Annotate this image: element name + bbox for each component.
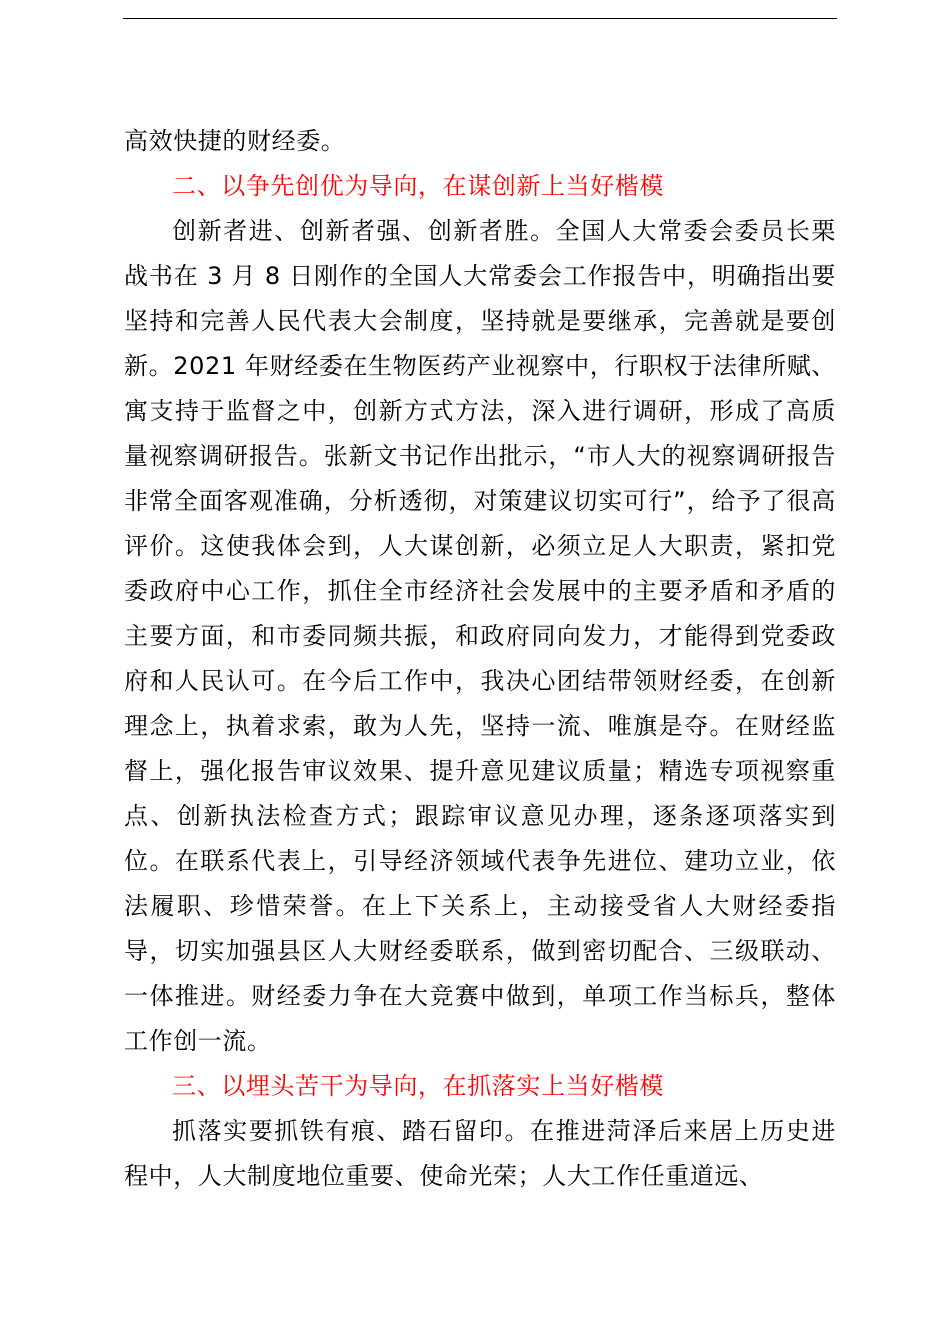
section-heading-3: 三、以埋头苦干为导向，在抓落实上当好楷模 xyxy=(172,1072,664,1100)
body-paragraph-1: 高效快捷的财经委。 xyxy=(124,127,346,155)
document-body xyxy=(124,119,836,1199)
header-rule xyxy=(123,18,837,19)
body-paragraph-2: 创新者进、创新者强、创新者胜。全国人大常委会委员长栗战书在 3 月 8 日刚作的全国人大常委会工作报告中，明确指出要坚持和完善人民代表大会制度，坚持就是要继承，完善就是要创新。2021 年财经委在生物医药产业视察中，行职权于法律所赋、寓支持于监督之中，创新方式方法，深入进行调研，形成了高质量视察调研报告。张新文书记作出批示，“市人大的视察调研报告非常全面客观准确，分析透彻，对策建议切实可行”，给予了很高评价。这使我体会到，人大谋创新，必须立足人大职责，紧扣党委政府中心工作，抓住全市经济社会发展中的主要矛盾和矛盾的主要方面，和市委同频共振，和政府同向发力，才能得到党委政府和人民认可。在今后工作中，我决心团结带领财经委，在创新理念上，执着求索，敢为人先，坚持一流、唯旗是夺。在财经监督上，强化报告审议效果、提升意见建议质量；精选专项视察重点、创新执法检查方式；跟踪审议意见办理，逐条逐项落实到位。在联系代表上，引导经济领域代表争先进位、建功立业，依法履职、珍惜荣誉。在上下关系上，主动接受省人大财经委指导，切实加强县区人大财经委联系，做到密切配合、三级联动、一体推进。财经委力争在大竞赛中做到，单项工作当标兵，整体工作创一流。 xyxy=(124,217,836,1055)
body-paragraph-3: 抓落实要抓铁有痕、踏石留印。在推进菏泽后来居上历史进程中，人大制度地位重要、使命光荣；人大工作任重道远、 xyxy=(124,1117,836,1190)
section-heading-2: 二、以争先创优为导向，在谋创新上当好楷模 xyxy=(172,172,664,200)
